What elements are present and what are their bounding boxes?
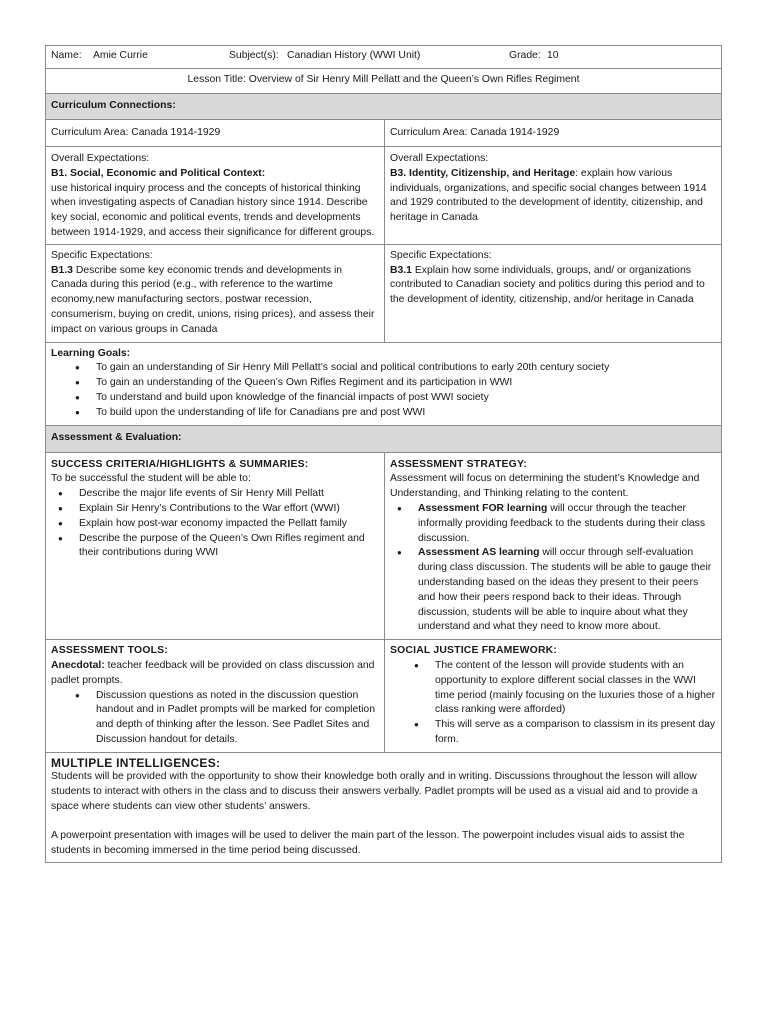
- lesson-plan-page: [45, 45, 721, 863]
- success-heading: SUCCESS CRITERIA/HIGHLIGHTS & SUMMARIES:: [51, 458, 309, 470]
- list-item: ● Explain how post-war economy impacted the Pellatt family: [79, 517, 379, 532]
- curriculum-area-row: [46, 120, 722, 147]
- strategy-list: [390, 502, 716, 635]
- strategy-item2-bold: Assessment AS learning: [418, 547, 540, 559]
- specific-text-right: Explain how some individuals, groups, and/ or organizations contributed to Canadian society and politics during this period and to the development of identity, citizenship, and/or heritage in Canada: [390, 264, 705, 306]
- subject-label: Subject(s):: [229, 50, 279, 61]
- specific-expectations-row: [46, 244, 722, 342]
- specific-label-left: Specific Expectations:: [51, 249, 153, 261]
- name-label: Name:: [51, 50, 82, 61]
- list-item: ● This will serve as a comparison to classism in its present day form.: [435, 718, 716, 748]
- overall-expectations-row: [46, 147, 722, 245]
- header-cell: [46, 46, 722, 69]
- strategy-item1-bold: Assessment FOR learning: [418, 502, 548, 514]
- multiple-intelligences-row: [46, 752, 722, 863]
- curriculum-area-left: Curriculum Area: Canada 1914-1929: [46, 120, 385, 147]
- justice-list: [390, 659, 716, 748]
- list-item: ● Describe the purpose of the Queen’s Own Rifles regiment and their contributions during WWI: [79, 532, 379, 562]
- list-item: ● To gain an understanding of Sir Henry Mill Pellatt’s social and political contributions to early 20th century society: [96, 361, 716, 376]
- curriculum-area-right: Curriculum Area: Canada 1914-1929: [385, 120, 722, 147]
- overall-text-left: use historical inquiry process and the concepts of historical thinking when investigating aspects of Canadian history since 1914. Describe key social, economic and political events, trends and developments between 1914-1929, and access their significance for different groups.: [51, 182, 375, 238]
- tools-justice-row: [46, 640, 722, 753]
- learning-goals-list: [51, 361, 716, 420]
- learning-goals-heading: Learning Goals:: [51, 347, 131, 359]
- overall-code-right: B3. Identity, Citizenship, and Heritage: [390, 167, 576, 179]
- assessment-strategy-cell: [385, 452, 722, 640]
- grade-label: Grade:: [509, 50, 541, 61]
- mi-heading: MULTIPLE INTELLIGENCES:: [51, 755, 221, 770]
- multiple-intelligences-cell: [46, 752, 722, 863]
- list-item: ● Discussion questions as noted in the discussion question handout and in Padlet prompts will be marked for completion and depth of thinking after the lesson. See Padlet Sites and Discussion handout for details.: [96, 689, 379, 748]
- success-strategy-row: [46, 452, 722, 640]
- assessment-heading-row: [46, 425, 722, 452]
- tools-list: [51, 689, 379, 748]
- specific-expectations-left: [46, 244, 385, 342]
- strategy-item1-text: will occur through the teacher informally providing feedback to the students during their class discussion.: [418, 502, 706, 544]
- specific-code-right: B3.1: [390, 264, 412, 276]
- mi-paragraph-2: A powerpoint presentation with images will be used to deliver the main part of the lesson. The powerpoint includes visual aids to assist the students in becoming immersed in the time period being discussed.: [51, 829, 685, 856]
- specific-code-left: B1.3: [51, 264, 73, 276]
- overall-code-left: B1. Social, Economic and Political Context:: [51, 167, 266, 179]
- subject-value: Canadian History (WWI Unit): [287, 50, 421, 61]
- list-item: ● Describe the major life events of Sir Henry Mill Pellatt: [79, 487, 379, 502]
- learning-goals-row: [46, 342, 722, 425]
- assessment-heading: Assessment & Evaluation:: [46, 425, 722, 452]
- success-intro: To be successful the student will be able to:: [51, 473, 251, 485]
- overall-expectations-right: [385, 147, 722, 245]
- list-item: ● To gain an understanding of the Queen’s Own Rifles Regiment and its participation in WWI: [96, 376, 716, 391]
- assessment-tools-cell: [46, 640, 385, 753]
- mi-paragraph-1: Students will be provided with the opportunity to show their knowledge both orally and in writing. Discussions throughout the lesson will allow students to interact with others in the class and to discuss their answers verbally. Padlet prompts will be used as a visual aid and to provide a space where students can view other students’ answers.: [51, 771, 698, 813]
- learning-goals-cell: [46, 342, 722, 425]
- overall-label-left: Overall Expectations:: [51, 153, 150, 164]
- list-item: ● To understand and build upon knowledge of the financial impacts of post WWI society: [96, 391, 716, 406]
- overall-text-right: : explain how various individuals, organizations, and specific social changes between 1914 and 1929 contributed to the development of identity, citizenship, and heritage in Canada: [390, 167, 707, 224]
- header-row: [46, 46, 722, 69]
- specific-expectations-right: [385, 244, 722, 342]
- strategy-intro: Assessment will focus on determining the student’s Knowledge and Understanding, and Thinking relating to the content.: [390, 473, 700, 500]
- list-item: ● The content of the lesson will provide students with an opportunity to explore different social classes in the WWI time period (mainly focusing on the luxuries those of a higher class ranking were afforded): [435, 659, 716, 718]
- specific-label-right: Specific Expectations:: [390, 249, 492, 261]
- strategy-item2-text: will occur through self-evaluation during class discussion. The students will be able to gauge their understanding based on the ideas they present to their peers and how their peers respond back to their ideas. Through discussion, students will be able to inquire about what they understand and what they need to know more about.: [418, 547, 712, 633]
- grade-value: 10: [547, 50, 559, 61]
- tools-text: teacher feedback will be provided on class discussion and padlet prompts.: [51, 659, 375, 686]
- social-justice-cell: [385, 640, 722, 753]
- lesson-title: Lesson Title: Overview of Sir Henry Mill Pellatt and the Queen’s Own Rifles Regiment: [46, 69, 722, 94]
- list-item: ● To build upon the understanding of life for Canadians pre and post WWI: [96, 406, 716, 421]
- success-list: [51, 487, 379, 561]
- list-item: ● Explain Sir Henry’s Contributions to the War effort (WWI): [79, 502, 379, 517]
- specific-text-left: Describe some key economic trends and developments in Canada during this period (e.g., with reference to the wartime economy,new manufacturing sectors, postwar recession, consumerism, buying on credit, unions, rising prices), and assess their impact on various groups in Canada: [51, 264, 375, 335]
- name-value: Amie Currie: [93, 50, 148, 61]
- lesson-title-row: [46, 69, 722, 94]
- tools-heading: ASSESSMENT TOOLS:: [51, 645, 168, 657]
- overall-label-right: Overall Expectations:: [390, 153, 489, 164]
- overall-expectations-left: [46, 147, 385, 245]
- justice-heading: SOCIAL JUSTICE FRAMEWORK:: [390, 645, 558, 657]
- lesson-plan-table: [45, 45, 722, 863]
- list-item: [418, 546, 716, 635]
- success-criteria-cell: [46, 452, 385, 640]
- list-item: [418, 502, 716, 546]
- tools-bold: Anecdotal:: [51, 659, 105, 671]
- strategy-heading: ASSESSMENT STRATEGY:: [390, 458, 527, 470]
- curriculum-heading-row: [46, 94, 722, 120]
- curriculum-heading: Curriculum Connections:: [46, 94, 722, 120]
